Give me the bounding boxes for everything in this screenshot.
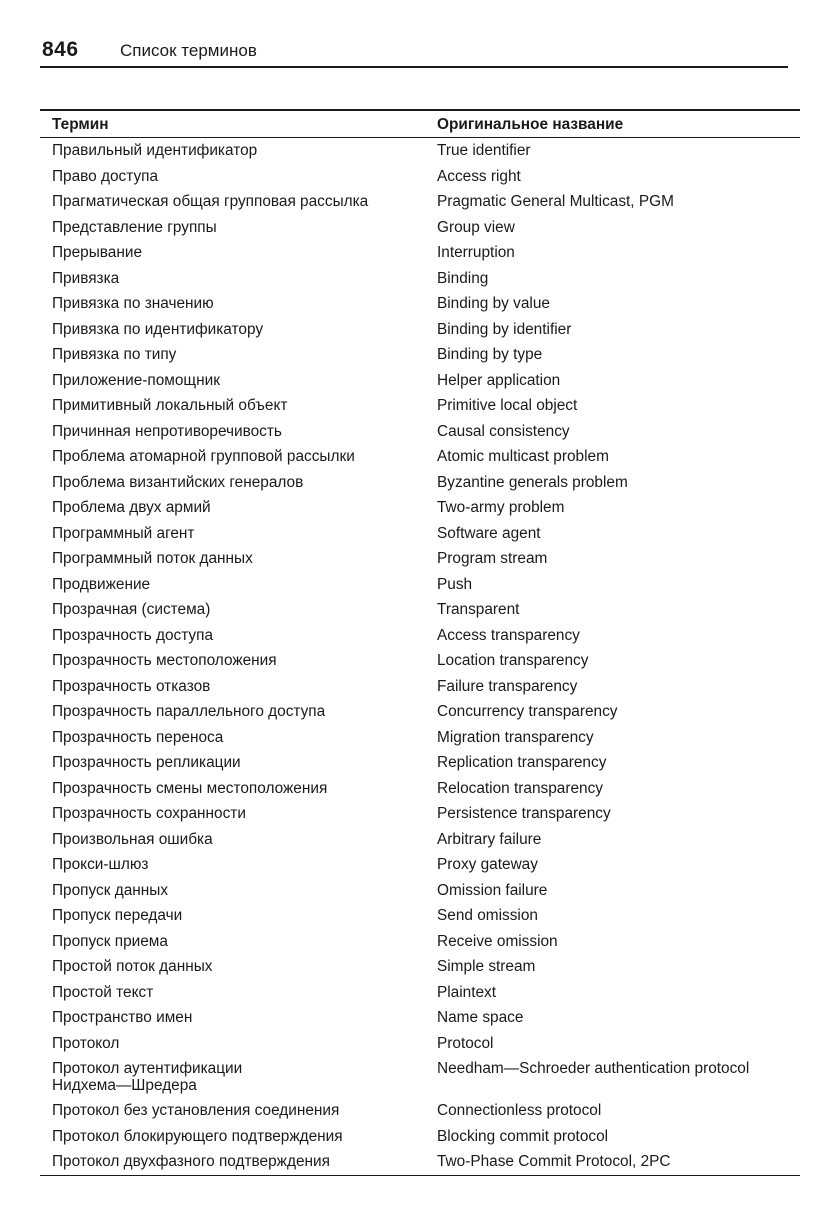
term-cell — [40, 342, 437, 368]
original-name-cell: Helper application — [437, 371, 561, 389]
column-header-original: Оригинальное название — [437, 115, 624, 133]
table-header — [40, 110, 800, 138]
term-cell — [40, 1149, 437, 1175]
original-name-cell: Simple stream — [437, 958, 536, 975]
table-row — [40, 1005, 800, 1031]
term-cell — [40, 776, 437, 802]
header-row — [40, 110, 800, 138]
table-row — [40, 317, 800, 343]
term-text: Пропуск передачи — [52, 907, 183, 924]
original-name-cell: Persistence transparency — [437, 805, 611, 822]
original-name-cell: Group view — [437, 218, 515, 236]
original-name-cell: Binding — [437, 269, 489, 287]
table-row — [40, 1124, 800, 1150]
term-text: Прерывание — [52, 244, 143, 261]
table-row — [40, 368, 800, 394]
original-name-cell: Proxy gateway — [437, 856, 538, 873]
original-name-cell: Transparent — [437, 601, 520, 618]
term-cell — [40, 648, 437, 674]
original-name-cell: Access right — [437, 167, 521, 185]
original-name-cell: Two-army problem — [437, 499, 565, 516]
term-cell — [40, 827, 437, 853]
original-name-cell: Send omission — [437, 907, 538, 924]
term-text: Прагматическая общая групповая рассылка — [52, 193, 369, 210]
original-name-cell: Software agent — [437, 524, 541, 542]
term-text: Прозрачность доступа — [52, 626, 214, 644]
table-row — [40, 801, 800, 827]
original-name-cell: Byzantine generals problem — [437, 473, 628, 491]
term-text: Протокол двухфазного подтверждения — [52, 1153, 330, 1170]
table-row — [40, 138, 800, 164]
term-text: Примитивный локальный объект — [52, 397, 288, 414]
original-name-cell: Binding by identifier — [437, 320, 572, 338]
table-row — [40, 903, 800, 929]
original-name-cell: Receive omission — [437, 932, 558, 950]
term-cell — [40, 1056, 437, 1098]
table-row — [40, 215, 800, 241]
original-name-cell: Atomic multicast problem — [437, 448, 609, 465]
term-text: Протокол аутентификации — [52, 1060, 243, 1077]
term-cell — [40, 954, 437, 980]
term-text: Прозрачность параллельного доступа — [52, 703, 326, 720]
table-row — [40, 623, 800, 649]
table-row — [40, 674, 800, 700]
term-cell — [40, 572, 437, 598]
original-name-cell: Blocking commit protocol — [437, 1127, 609, 1145]
term-cell — [40, 444, 437, 470]
term-cell — [40, 164, 437, 190]
original-name-cell: Arbitrary failure — [437, 830, 542, 848]
table-row — [40, 495, 800, 521]
table-row — [40, 444, 800, 470]
original-name-cell: Access transparency — [437, 626, 580, 644]
table-row — [40, 1056, 800, 1098]
table-row — [40, 1031, 800, 1057]
term-cell — [40, 368, 437, 394]
terms-table — [40, 109, 800, 1176]
table-row — [40, 699, 800, 725]
term-text: Проблема византийских генералов — [52, 473, 304, 491]
table-row — [40, 189, 800, 215]
term-cell — [40, 240, 437, 266]
original-name-cell: Replication transparency — [437, 754, 607, 771]
term-cell — [40, 317, 437, 343]
term-cell — [40, 674, 437, 700]
table-row — [40, 929, 800, 955]
term-text: Право доступа — [52, 167, 159, 185]
term-text: Пространство имен — [52, 1009, 193, 1026]
section-title: Список терминов — [120, 41, 257, 60]
term-text: Продвижение — [52, 575, 151, 593]
original-name-cell: Failure transparency — [437, 677, 578, 695]
term-cell — [40, 138, 437, 164]
column-header-term: Термин — [52, 115, 109, 133]
original-name-cell: Binding by type — [437, 346, 543, 363]
term-text: Протокол — [52, 1034, 120, 1052]
term-text: Произвольная ошибка — [52, 830, 213, 848]
term-text: Привязка по значению — [52, 295, 214, 312]
term-text: Простой текст — [52, 983, 154, 1001]
table-row — [40, 597, 800, 623]
term-text: Привязка — [52, 269, 120, 287]
term-cell — [40, 903, 437, 929]
original-name-cell: Pragmatic General Multicast, PGM — [437, 193, 674, 210]
table-row — [40, 266, 800, 292]
term-text: Прозрачность переноса — [52, 728, 224, 746]
original-name-cell: Migration transparency — [437, 728, 594, 746]
table-row — [40, 393, 800, 419]
original-name-cell: Connectionless protocol — [437, 1102, 602, 1119]
original-name-cell: Protocol — [437, 1034, 494, 1052]
table-row — [40, 725, 800, 751]
term-cell — [40, 878, 437, 904]
term-cell — [40, 393, 437, 419]
table-row — [40, 342, 800, 368]
table-row — [40, 572, 800, 598]
table-row — [40, 164, 800, 190]
table-row — [40, 1149, 800, 1175]
term-cell — [40, 980, 437, 1006]
term-cell — [40, 266, 437, 292]
term-text: Программный агент — [52, 524, 195, 542]
term-cell — [40, 1124, 437, 1150]
page-number: 846 — [42, 38, 79, 61]
table-row — [40, 827, 800, 853]
table-row — [40, 240, 800, 266]
term-cell — [40, 801, 437, 827]
term-text: Привязка по типу — [52, 346, 177, 363]
term-cell — [40, 470, 437, 496]
term-cell — [40, 521, 437, 547]
term-text: Прозрачность местоположения — [52, 652, 277, 669]
table-row — [40, 470, 800, 496]
original-name-cell: Plaintext — [437, 983, 497, 1001]
term-cell — [40, 623, 437, 649]
term-cell — [40, 419, 437, 445]
term-cell — [40, 215, 437, 241]
original-name-cell: Needham—Schroeder authentication protocol — [437, 1060, 750, 1077]
original-name-cell: Two-Phase Commit Protocol, 2PC — [437, 1153, 671, 1170]
term-cell — [40, 725, 437, 751]
term-text: Приложение-помощник — [52, 371, 220, 389]
term-cell — [40, 1005, 437, 1031]
original-name-cell: Concurrency transparency — [437, 703, 618, 720]
term-cell — [40, 929, 437, 955]
table-row — [40, 546, 800, 572]
page-header — [40, 36, 788, 68]
term-cell — [40, 750, 437, 776]
table-row — [40, 521, 800, 547]
term-cell — [40, 597, 437, 623]
table-row — [40, 980, 800, 1006]
term-cell — [40, 495, 437, 521]
original-name-cell: Binding by value — [437, 295, 550, 312]
term-text: Прозрачность смены местоположения — [52, 779, 328, 797]
term-cell — [40, 291, 437, 317]
term-text: Прозрачность отказов — [52, 677, 211, 695]
original-name-cell: Causal consistency — [437, 422, 570, 440]
table-body — [40, 138, 800, 1176]
term-text: Протокол без установления соединения — [52, 1102, 340, 1119]
original-name-cell: Relocation transparency — [437, 779, 603, 797]
original-name-cell: Interruption — [437, 244, 515, 261]
table-row — [40, 648, 800, 674]
term-cell — [40, 1098, 437, 1124]
term-text: Проблема двух армий — [52, 499, 211, 516]
term-text: Причинная непротиворечивость — [52, 422, 282, 440]
table-row — [40, 1098, 800, 1124]
term-text: Правильный идентификатор — [52, 142, 258, 159]
term-text: Прозрачная (система) — [52, 601, 211, 618]
table-row — [40, 419, 800, 445]
term-text: Прокси-шлюз — [52, 856, 149, 873]
original-name-cell: Location transparency — [437, 652, 589, 669]
original-name-cell: Push — [437, 575, 473, 593]
term-cell — [40, 699, 437, 725]
original-name-cell: Omission failure — [437, 881, 548, 899]
original-name-cell: Program stream — [437, 550, 548, 567]
term-text: Пропуск приема — [52, 932, 168, 950]
table-row — [40, 878, 800, 904]
term-text: Привязка по идентификатору — [52, 320, 264, 338]
original-name-cell: Name space — [437, 1009, 524, 1026]
term-cell — [40, 189, 437, 215]
table-row — [40, 852, 800, 878]
term-text: Протокол блокирующего подтверждения — [52, 1127, 343, 1145]
table-row — [40, 750, 800, 776]
term-text-continued: Нидхема—Шредера — [52, 1077, 197, 1094]
term-cell — [40, 546, 437, 572]
term-text: Проблема атомарной групповой рассылки — [52, 448, 355, 465]
term-text: Прозрачность репликации — [52, 754, 241, 771]
table-row — [40, 776, 800, 802]
term-text: Простой поток данных — [52, 958, 213, 975]
term-cell — [40, 1031, 437, 1057]
term-text: Прозрачность сохранности — [52, 805, 246, 822]
table-row — [40, 291, 800, 317]
term-text: Пропуск данных — [52, 881, 169, 899]
original-name-cell: True identifier — [437, 142, 531, 159]
term-cell — [40, 852, 437, 878]
original-name-cell: Primitive local object — [437, 397, 578, 414]
term-text: Представление группы — [52, 218, 217, 236]
term-text: Программный поток данных — [52, 550, 253, 567]
table-row — [40, 954, 800, 980]
